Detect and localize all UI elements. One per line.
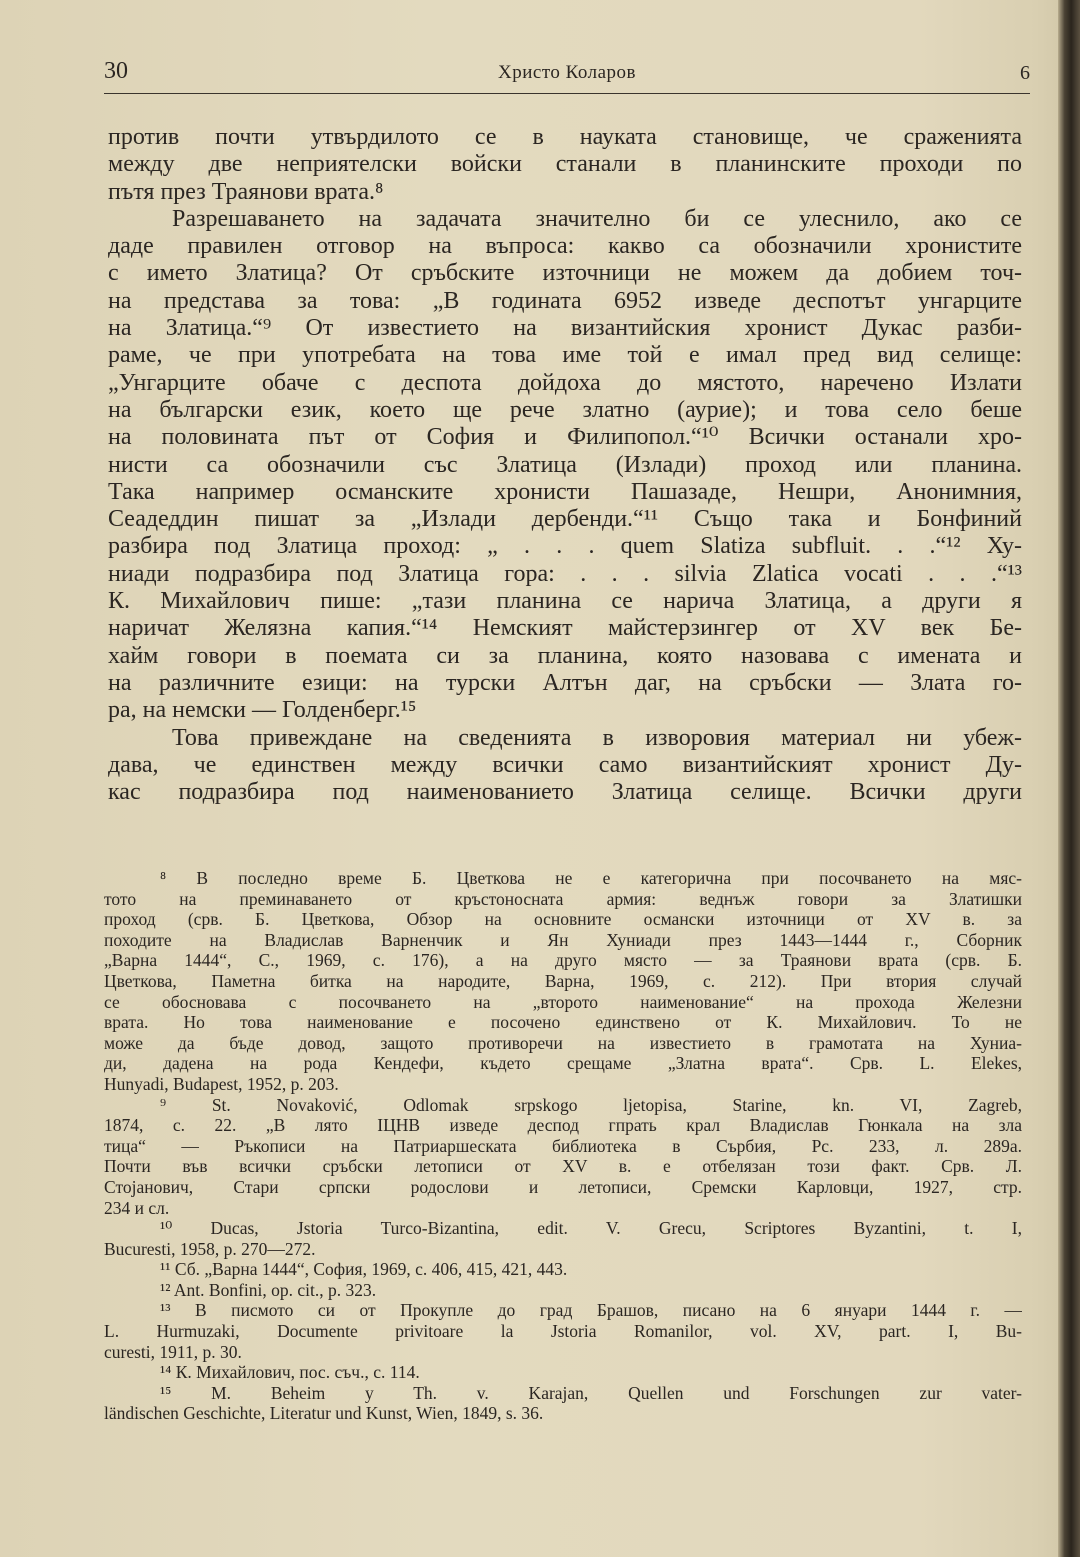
footnote-line: ländischen Geschichte, Literatur und Kunst, Wien, 1849, s. 36. [104,1403,544,1424]
text-line: между две неприятелски войски станали в планинските проходи по [108,151,1022,178]
footnote-line: проход (срв. Б. Цветкова, Обзор на основните османски източници от XV в. за [104,909,1022,930]
text-line: наричат Желязна капия.“¹⁴ Немският майстерзингер от XV век Бе- [108,615,1022,642]
footnote-line: ¹⁴ К. Михайлович, пос. съч., с. 114. [160,1362,420,1383]
running-head-author: Христо Коларов [498,62,636,83]
text-line: с името Златица? От сръбските източници не можем да добием точ- [108,260,1022,287]
text-line: ра, на немски — Голденберг.¹⁵ [108,697,417,724]
text-line: на Златица.“⁹ От известието на византийския хронист Дукас разби- [108,315,1022,342]
footnote-line: ди, дадена на рода Кендефи, където срещаме „Златна врата“. Срв. L. Elekes, [104,1053,1022,1074]
footnote-line: ¹¹ Сб. „Варна 1444“, София, 1969, с. 406, 415, 421, 443. [160,1259,568,1280]
text-line: нисти са обозначили със Златица (Излади) проход или планина. [108,451,1022,478]
text-line: на български език, което ще рече златно (аурие); и това село беше [108,396,1022,423]
footnote-line: Цветкова, Паметна битка на народите, Варна, 1969, с. 212). При втория случай [104,970,1022,991]
header-rule [104,93,1030,94]
footnote-line: Почти във всички сръбски летописи от XV в. е отбелязан този факт. Срв. Л. [104,1156,1022,1177]
text-line: ниади подразбира под Златица гора: . . . silvia Zlatica vocati . . .“¹³ [108,560,1022,587]
text-line: разбира под Златица проход: „ . . . quem Slatiza subfluit. . .“¹² Ху- [108,533,1022,560]
footnote-line: ¹² Ant. Bonfini, op. cit., p. 323. [160,1279,377,1300]
footnote-line: тица“ — Ръкописи на Патриаршеската библиотека в Сърбия, Рс. 233, л. 289а. [104,1135,1022,1156]
footnote-line: походите на Владислав Варненчик и Ян Хуниади през 1443—1444 г., Сборник [104,929,1022,950]
text-line: на половината път от София и Филипопол.“¹⁰ Всички останали хро- [108,424,1022,451]
footnote-line: Стоjанович, Стари српски родослови и летописи, Сремски Карловци, 1927, стр. [104,1176,1022,1197]
footnote-line: Bucuresti, 1958, p. 270—272. [104,1238,316,1259]
signature-mark: 6 [1020,62,1030,84]
text-line: кас подразбира под наименованието Златица селище. Всички други [108,779,1022,806]
text-line: „Унгарците обаче с деспота дойдоха до мястото, наречено Излати [108,369,1022,396]
footnote-line: ¹⁰ Ducas, Jstoria Turco-Bizantina, edit. V. Grecu, Scriptores Byzantini, t. I, [160,1218,1022,1239]
text-line: К. Михайлович пише: „тази планина се нарича Златица, а други я [108,588,1022,615]
footnote-line: ¹⁵ M. Beheim y Th. v. Karajan, Quellen und Forschungen zur vater- [160,1382,1022,1403]
text-line: против почти утвърдилото се в науката становище, че сраженията [108,124,1022,150]
footnote-line: се обосновава с посочването на „второто наименование“ на прохода Железни [104,991,1022,1012]
footnote-line: врата. Но това наименование е посочено единствено от К. Михайлович. То не [104,1012,1022,1033]
footnote-line: 1874, с. 22. „В лято ІЦНВ изведе деспод гпрать крал Владислав Гюнкала на зла [104,1115,1022,1136]
footnote-line: L. Hurmuzaki, Documente privitoare la Jstoria Romanilor, vol. XV, part. I, Bu- [104,1321,1022,1342]
text-line: на различните езици: на турски Алтън даг, на сръбски — Злата го- [108,669,1022,696]
footnote-line: ⁸ В последно време Б. Цветкова не е категорична при посочването на мяс- [160,868,1022,888]
footnote-line: ¹³ В писмото си от Прокупле до град Брашов, писано на 6 януари 1444 г. — [160,1300,1022,1321]
text-line: на представа за това: „В годината 6952 изведе деспотът унгарците [108,287,1022,314]
main-text [108,124,1022,806]
footnote-line: може да бъде довод, защото противоречи на известието в грамотата на Хуниа- [104,1032,1022,1053]
page-header [104,58,1030,92]
text-line: Така например османските хронисти Пашазаде, Нешри, Анонимния, [108,478,1022,505]
book-spine-shadow [1058,0,1080,1557]
footnote-line: „Варна 1444“, С., 1969, с. 176), а на друго място — за Траянови врата (срв. Б. [104,950,1022,971]
text-line: Разрешаването на задачата значително би се улеснило, ако се [172,205,1022,232]
footnote-line: тото на преминаването от кръстоносната армия: веднъж говори за Златишки [104,888,1022,909]
page-number: 30 [104,58,128,84]
text-line: пътя през Траянови врата.⁸ [108,178,384,205]
text-line: дава, че единствен между всички само византийският хронист Ду- [108,751,1022,778]
text-line: даде правилен отговор на въпроса: какво са обозначили хронистите [108,233,1022,260]
text-line: Сеадеддин пишат за „Излади дербенди.“¹¹ Също така и Бонфиний [108,506,1022,533]
text-line: Това привеждане на сведенията в изворовия материал ни убеж- [172,724,1022,751]
footnotes [104,868,1022,1424]
footnote-line: 234 и сл. [104,1197,170,1218]
footnote-line: curesti, 1911, p. 30. [104,1341,242,1362]
text-line: хайм говори в поемата си за планина, която назовава с имената и [108,642,1022,669]
footnote-line: Hunyadi, Budapest, 1952, p. 203. [104,1073,339,1094]
text-line: раме, че при употребата на това име той е имал пред вид селище: [108,342,1022,369]
footnote-line: ⁹ St. Novaković, Odlomak srpskogo ljetopisa, Starine, kn. VI, Zagreb, [160,1094,1022,1115]
